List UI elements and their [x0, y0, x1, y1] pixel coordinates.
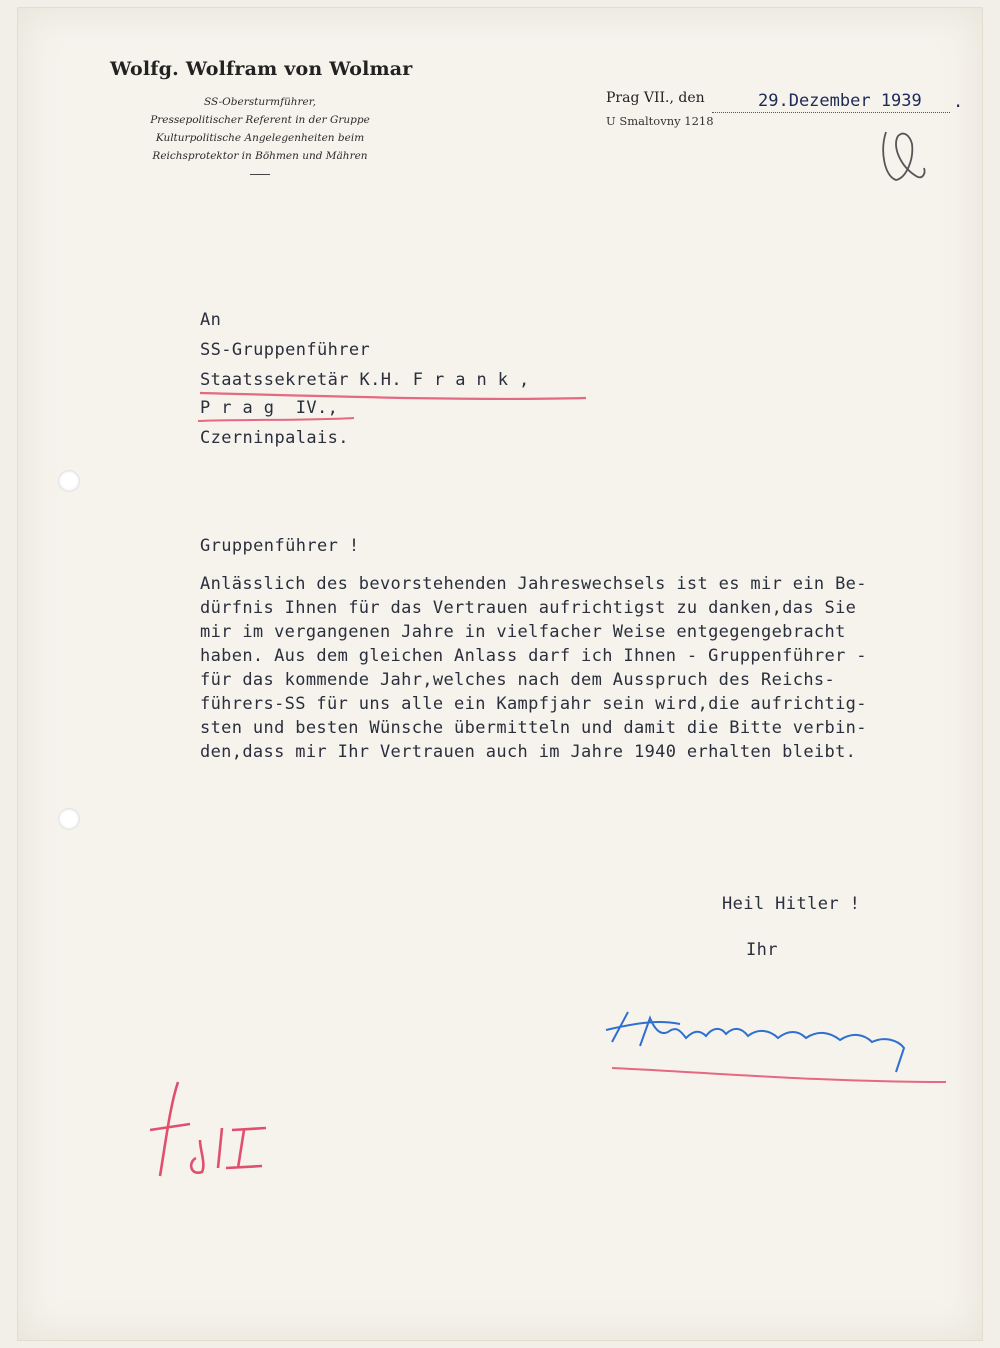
body-line: mir im vergangenen Jahre in vielfacher Weise entgegengebracht [200, 622, 846, 642]
body-line: sten und besten Wünsche übermitteln und damit die Bitte verbin- [200, 718, 867, 738]
letterhead-rank: SS-Obersturmführer, [204, 96, 316, 108]
dateline-address: U Smaltovny 1218 [606, 114, 714, 128]
dateline-date: 29.Dezember 1939 [758, 91, 922, 111]
body-line: den,dass mir Ihr Vertrauen auch im Jahre 1940 erhalten bleibt. [200, 742, 857, 762]
body-line: dürfnis Ihnen für das Vertrauen aufrichtigst zu danken,das Sie [200, 598, 857, 618]
recipient-line-rank: SS-Gruppenführer [200, 340, 371, 360]
letterhead-position: Pressepolitischer Referent in der Gruppe [150, 114, 370, 126]
letterhead-name: Wolfg. Wolfram von Wolmar [110, 58, 413, 80]
red-underline-city [198, 418, 354, 421]
recipient-line-name: Staatssekretär K.H. F r a n k , [200, 370, 530, 390]
dateline-end-mark: . [953, 92, 964, 112]
body-line: Anlässlich des bevorstehenden Jahreswechsels ist es mir ein Be- [200, 574, 867, 594]
pencil-mark-icon [883, 132, 924, 180]
salutation: Gruppenführer ! [200, 536, 360, 556]
recipient-line-an: An [200, 310, 222, 330]
letterhead-authority: Reichsprotektor in Böhmen und Mähren [152, 150, 368, 162]
body-line: führers-SS für uns alle ein Kampfjahr sein wird,die aufrichtig- [200, 694, 867, 714]
letterhead-department: Kulturpolitische Angelegenheiten beim [155, 132, 365, 144]
recipient-line-building: Czerninpalais. [200, 428, 349, 448]
pencil-annotation-icon [150, 1082, 266, 1176]
dateline-place: Prag VII., den [606, 90, 705, 106]
signature-icon [606, 1012, 904, 1072]
red-underline-name [200, 393, 586, 399]
body-line: haben. Aus dem gleichen Anlass darf ich Ihnen - Gruppenführer - [200, 646, 867, 666]
recipient-line-city: P r a g IV., [200, 398, 339, 418]
closing-greeting: Heil Hitler ! [722, 894, 861, 914]
closing-ihr: Ihr [746, 940, 778, 960]
body-line: für das kommende Jahr,welches nach dem Ausspruch des Reichs- [200, 670, 836, 690]
